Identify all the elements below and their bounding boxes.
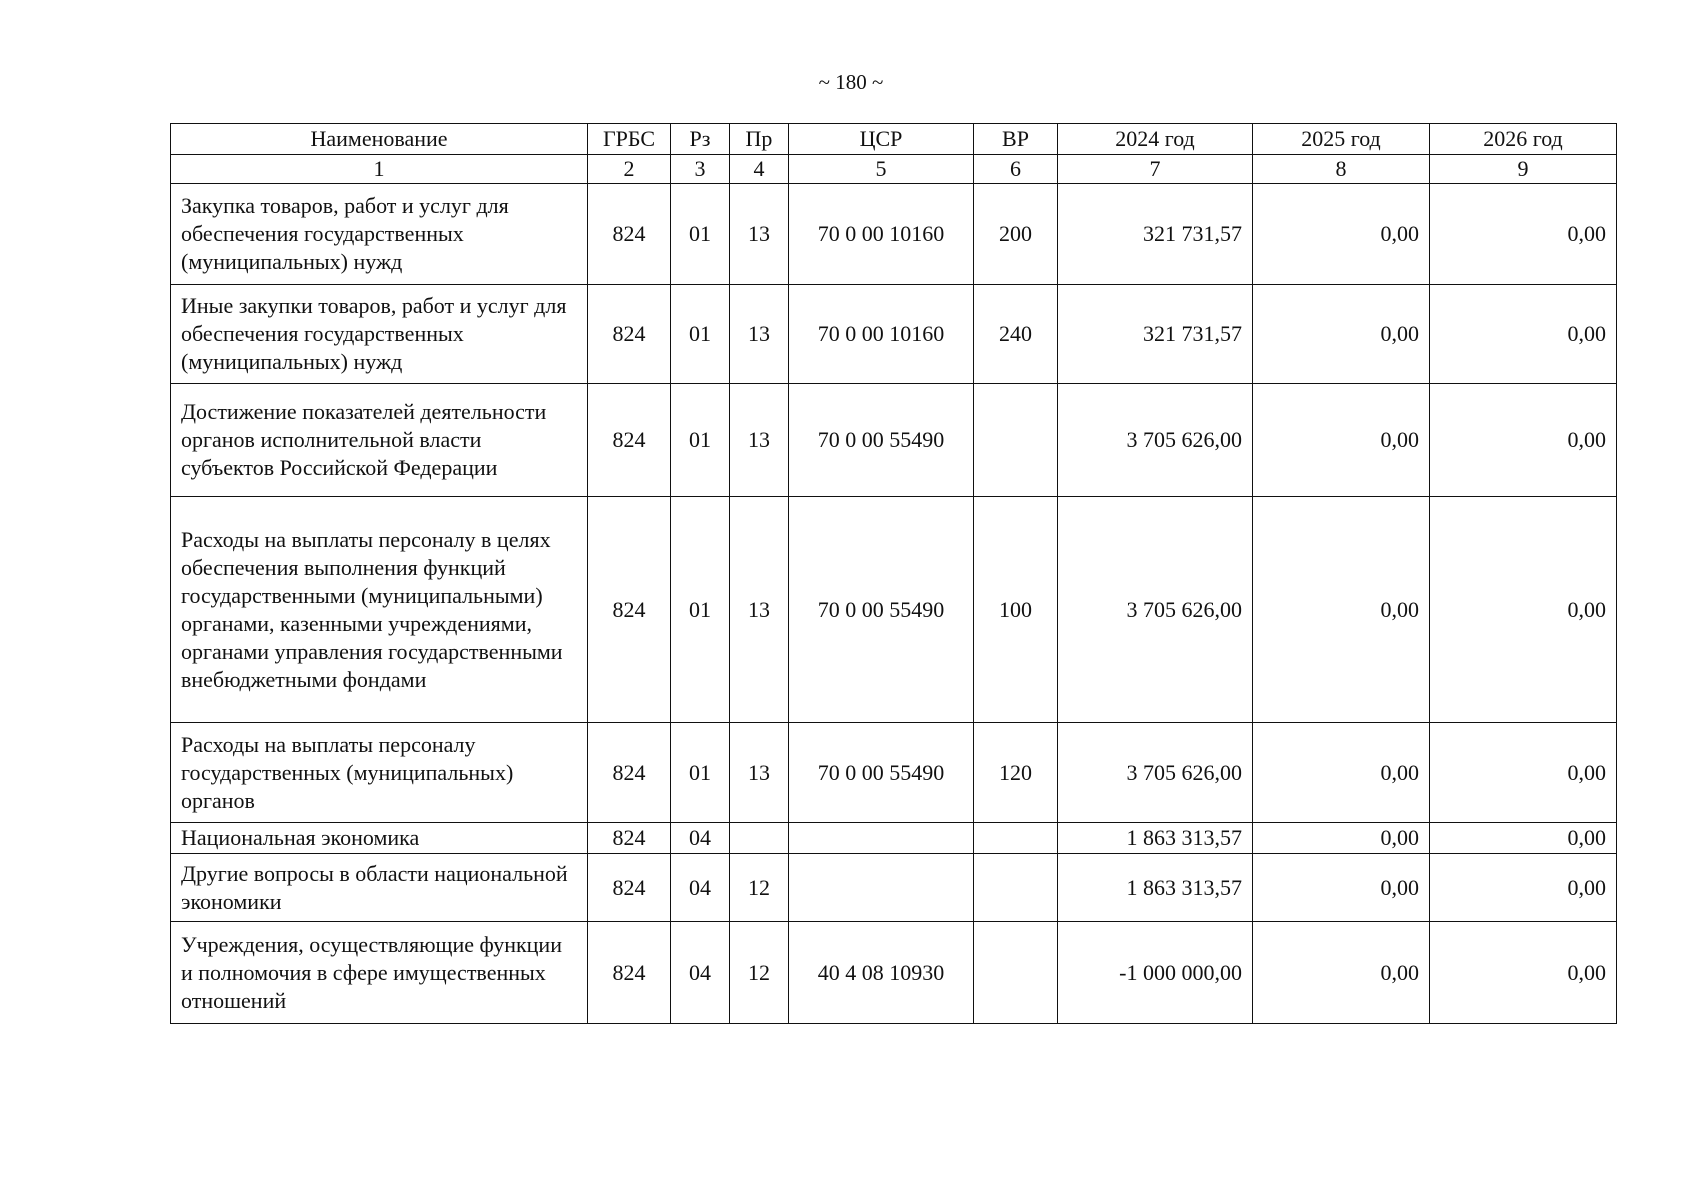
row-vr [974,922,1058,1024]
row-amount-2025: 0,00 [1253,922,1430,1024]
row-rz: 01 [671,723,730,823]
row-csr: 70 0 00 55490 [789,497,974,723]
page-number: ~ 180 ~ [818,70,884,94]
table-row [171,384,1617,497]
row-amount-2026: 0,00 [1430,285,1617,384]
column-number: 7 [1058,155,1253,184]
row-vr [974,854,1058,922]
row-rz: 01 [671,184,730,285]
row-amount-2025: 0,00 [1253,384,1430,497]
row-pr: 12 [730,854,789,922]
row-amount-2024: 1 863 313,57 [1058,823,1253,854]
row-grbs: 824 [588,922,671,1024]
row-amount-2026: 0,00 [1430,497,1617,723]
column-number: 3 [671,155,730,184]
row-grbs: 824 [588,823,671,854]
table-row [171,285,1617,384]
row-amount-2026: 0,00 [1430,184,1617,285]
header-2026: 2026 год [1430,124,1617,155]
row-vr [974,823,1058,854]
column-number-row [171,155,1617,184]
row-pr: 13 [730,285,789,384]
row-grbs: 824 [588,497,671,723]
row-amount-2025: 0,00 [1253,497,1430,723]
row-pr: 13 [730,184,789,285]
header-csr: ЦСР [789,124,974,155]
column-number: 1 [171,155,588,184]
row-amount-2026: 0,00 [1430,723,1617,823]
row-amount-2026: 0,00 [1430,384,1617,497]
row-csr: 70 0 00 10160 [789,184,974,285]
header-vr: ВР [974,124,1058,155]
row-name: Расходы на выплаты персоналу государственных (муниципальных) органов [171,723,588,823]
column-number: 9 [1430,155,1617,184]
column-number: 4 [730,155,789,184]
budget-table [170,123,1617,1024]
row-name: Достижение показателей деятельности органов исполнительной власти субъектов Российской Федерации [171,384,588,497]
row-vr: 240 [974,285,1058,384]
row-amount-2026: 0,00 [1430,854,1617,922]
row-rz: 01 [671,384,730,497]
row-name: Иные закупки товаров, работ и услуг для обеспечения государственных (муниципальных) нужд [171,285,588,384]
row-amount-2025: 0,00 [1253,184,1430,285]
header-rz: Рз [671,124,730,155]
row-name: Учреждения, осуществляющие функции и полномочия в сфере имущественных отношений [171,922,588,1024]
header-grbs: ГРБС [588,124,671,155]
row-csr: 70 0 00 10160 [789,285,974,384]
row-name: Закупка товаров, работ и услуг для обеспечения государственных (муниципальных) нужд [171,184,588,285]
row-rz: 01 [671,285,730,384]
row-vr [974,384,1058,497]
row-amount-2025: 0,00 [1253,854,1430,922]
header-2024: 2024 год [1058,124,1253,155]
row-grbs: 824 [588,854,671,922]
row-csr: 70 0 00 55490 [789,723,974,823]
row-grbs: 824 [588,285,671,384]
row-rz: 04 [671,823,730,854]
row-amount-2024: 3 705 626,00 [1058,497,1253,723]
row-name: Расходы на выплаты персоналу в целях обеспечения выполнения функций государственными (муниципальными) органами, казенными учреждениями, органами управления государственными внебюджетными фондами [171,497,588,723]
table-row [171,823,1617,854]
row-pr: 13 [730,723,789,823]
row-amount-2024: 3 705 626,00 [1058,723,1253,823]
row-rz: 04 [671,922,730,1024]
table-row [171,723,1617,823]
row-pr: 13 [730,497,789,723]
row-rz: 01 [671,497,730,723]
row-pr: 13 [730,384,789,497]
row-amount-2024: 1 863 313,57 [1058,854,1253,922]
row-vr: 100 [974,497,1058,723]
row-amount-2024: 321 731,57 [1058,184,1253,285]
row-csr: 40 4 08 10930 [789,922,974,1024]
row-amount-2024: -1 000 000,00 [1058,922,1253,1024]
column-number: 5 [789,155,974,184]
header-pr: Пр [730,124,789,155]
row-amount-2025: 0,00 [1253,823,1430,854]
table-row [171,184,1617,285]
table-row [171,854,1617,922]
column-number: 8 [1253,155,1430,184]
row-csr: 70 0 00 55490 [789,384,974,497]
row-amount-2026: 0,00 [1430,922,1617,1024]
row-name: Другие вопросы в области национальной экономики [171,854,588,922]
header-2025: 2025 год [1253,124,1430,155]
row-csr [789,854,974,922]
row-grbs: 824 [588,384,671,497]
row-pr: 12 [730,922,789,1024]
table-row [171,922,1617,1024]
row-pr [730,823,789,854]
row-amount-2024: 321 731,57 [1058,285,1253,384]
row-amount-2026: 0,00 [1430,823,1617,854]
row-csr [789,823,974,854]
row-amount-2024: 3 705 626,00 [1058,384,1253,497]
column-number: 2 [588,155,671,184]
row-grbs: 824 [588,184,671,285]
row-rz: 04 [671,854,730,922]
header-name: Наименование [171,124,588,155]
row-amount-2025: 0,00 [1253,285,1430,384]
row-vr: 120 [974,723,1058,823]
row-name: Национальная экономика [171,823,588,854]
table-header-row [171,124,1617,155]
row-grbs: 824 [588,723,671,823]
table-row [171,497,1617,723]
column-number: 6 [974,155,1058,184]
row-amount-2025: 0,00 [1253,723,1430,823]
row-vr: 200 [974,184,1058,285]
